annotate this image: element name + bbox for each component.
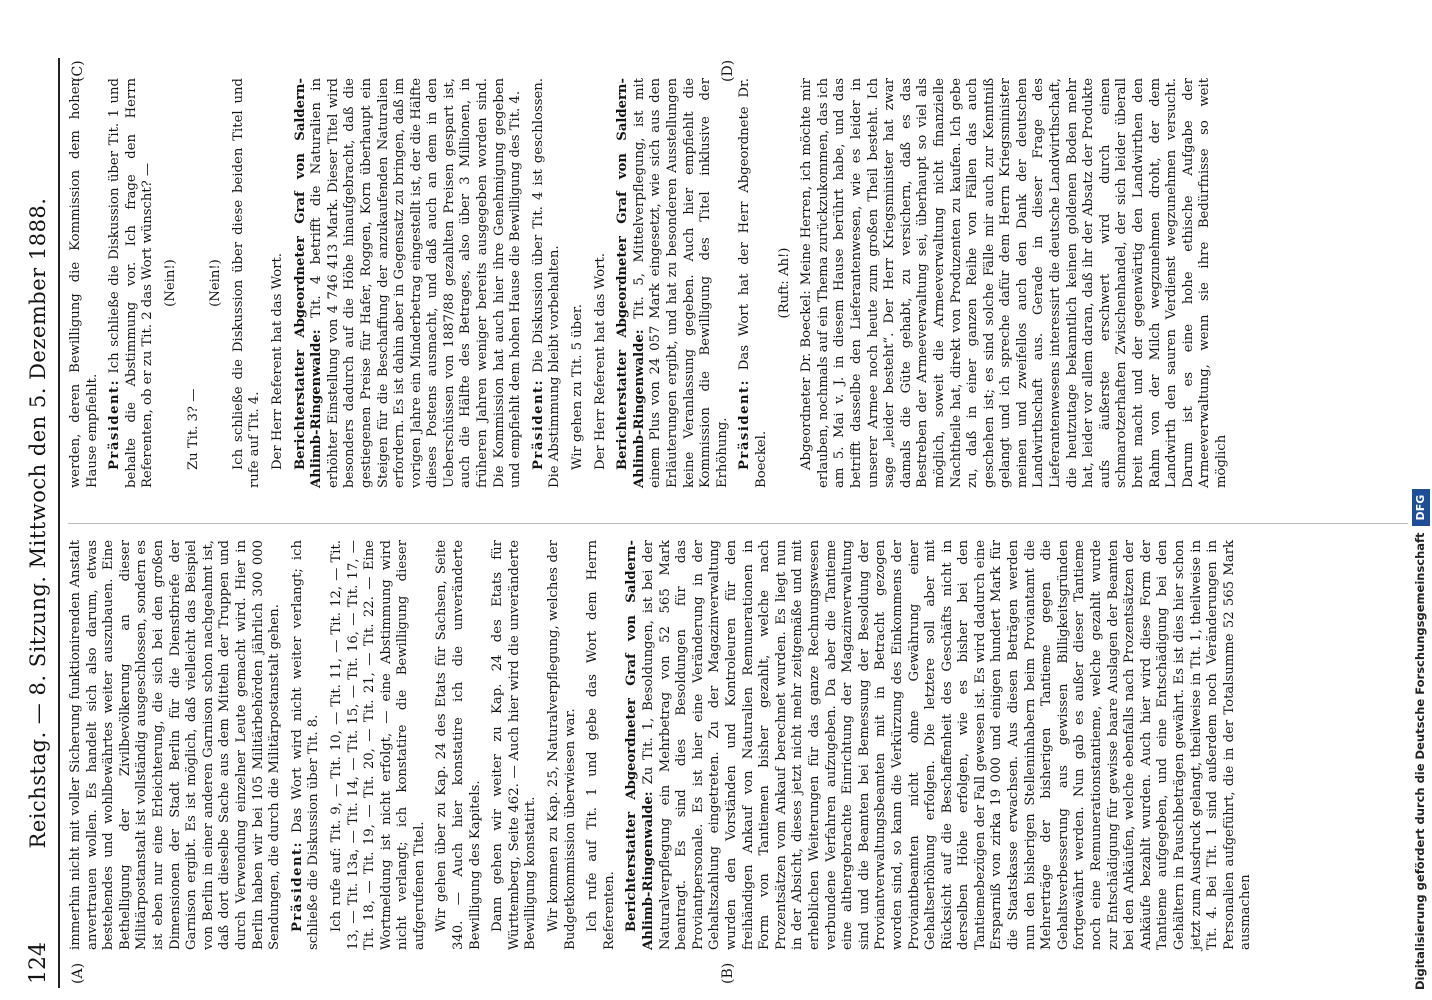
speaker-label: Präsident: xyxy=(530,378,546,470)
paragraph: Wir gehen über zu Kap. 24 des Etats für Sachsen, Seite 340. — Auch hier konstatire ich die unveränderte Bewilligung des Kapitels. xyxy=(434,540,483,950)
paragraph-text: Tit. 5, Mittelverpflegung, ist mit einem Plus von 24 057 Mark eingesetzt, wie sich aus den Erläuterungen ergibt, und hat zu besonderen Ausstellungen keine Veranlassung gegeben. Auch hier empfiehlt die Kommission die Bewilligung des Titel inklusive der Erhöhung. xyxy=(631,78,730,488)
paragraph: Ich schließe die Diskussion über diese beiden Titel und rufe auf Tit. 4. xyxy=(230,78,263,488)
running-title: Reichstag. — 8. Sitzung. Mittwoch den 5. Dezember 1888. xyxy=(26,197,50,849)
paragraph: werden, deren Bewilligung die Kommission dem hohen Hause empfiehlt. xyxy=(68,78,100,488)
paragraph xyxy=(290,540,323,950)
paragraph xyxy=(624,540,1255,950)
margin-letter-a: (A) xyxy=(70,962,86,984)
page-header xyxy=(20,58,60,988)
paragraph xyxy=(107,78,157,488)
paragraph: Wir gehen zu Tit. 5 über. xyxy=(570,304,586,470)
paragraph-text: Meine Herren, ich möchte mir erlauben, nochmals auf ein Thema zurückzukommen, das ich am 5. Mai v. J. in diesem Hause berührt habe, und das betrifft dasselbe den Lieferantenwesen, wie es leider in unserer Armee noch heute zum großen Theil besteht. Ich sage „leider besteht“. Der Herr Kriegsminister hat zwar damals die Güte gehabt, zu versichern, daß es das Bestreben der Armeeverwaltung sei, überhaupt so viel als möglich, soweit die Armeeverwaltung nicht finanzielle Nachtheile hat, direkt von Produzenten zu kaufen. Ich gebe zu, daß in einer ganzen Reihe von Fällen das auch geschehen ist; es sind solche Fälle mir auch zur Kenntniß gelangt und ich spreche dafür dem Herrn Kriegsminister meinen und zweifellos auch den Dank der deutschen Landwirthschaft aus. Gerade in dieser Frage des Lieferantenwesens interessirt die deutsche Landwirthschaft, die heutzutage bekanntlich keinen goldenen Boden mehr hat, leider vor allem daran, daß ihr der Absatz der Produkte aufs äußerste erschwert wird durch einen schmarotzerhaften Zwischenhandel, der sich leider überall breit macht und der gegenwärtig den Landwirthen den Rahm von der Milch wegzunehmen droht, der dem Landwirth den sauren Verdienst wegzunehmen versucht. Darum ist es eine hohe ethische Aufgabe der Armeeverwaltung, wenn sie ihre Bedürfnisse so weit möglich xyxy=(799,78,1229,488)
paragraph xyxy=(799,78,1230,488)
left-column xyxy=(68,540,1261,950)
paragraph-text: Das Wort hat der Herr Abgeordnete Dr. Boeckel. xyxy=(737,78,769,488)
paragraph xyxy=(615,78,731,488)
dfg-logo: DFG xyxy=(1412,489,1430,527)
paragraph: Zu Tit. 3? — xyxy=(185,388,201,470)
paragraph: immerhin nicht mit voller Sicherung funktionirenden Anstalt anvertrauen wollen. Es handelt sich also darum, etwas bestehendes und wohlbewährtes weiter auszubauen. Eine Bethelligung der Zivilbevölkerung an dieser Militärpostanstalt ist vollständig ausgeschlossen, sondern es ist eben nur eine Erleichterung, die sich bei den großen Dimensionen der Stadt Berlin für die Dienstbriefe der Garnison ergibt. Es ist möglich, daß vielleicht das Beispiel von Berlin in einer anderen Garnison schon nachgeahmt ist, daß dort dieselbe Sache aus dem Mitteln der Truppen und durch Verwendung einzelner Leute gemacht wird. Hier in Berlin haben wir bei 105 Militärbehörden jährlich 300 000 Sendungen, die durch die Militärpostanstalt gehen. xyxy=(68,540,283,950)
margin-letter-b: (B) xyxy=(720,962,736,984)
digitization-imprint xyxy=(1404,0,1432,1000)
paragraph: Der Herr Referent hat das Wort. xyxy=(269,253,285,470)
paragraph xyxy=(293,78,525,488)
paragraph-text: Tit. 4 betrifft die Naturalien in erhöhter Einstellung von 4 746 413 Mark. Dieser Titel wird besonders dadurch auf die Höhe hinaufgebracht, daß die gestiegenen Preise für Hafer, Roggen, Korn überhaupt ein Steigen für die Beschaffung der anzukaufenden Naturalien erfordern. Es ist dahin aber in Gegensatz zu bringen, daß im vorigen Jahre ein Minderbetrag eingestellt ist, der die Hälfte dieses Postens ausmacht, und daß auch an dem in den Ueberschüssen von 1887/88 gezahlten Preisen gespart ist, auch die Hälfte des Betrages, also über 3 Millionen, in früheren Jahren weniger bereits ausgegeben worden sind. Die Kommission hat auch hier ihre Genehmigung gegeben und empfiehlt dem hohen Hause die Bewilligung des Tit. 4. xyxy=(309,77,524,488)
margin-letter-c: (C) xyxy=(70,60,86,82)
speaker-label: Präsident: xyxy=(737,378,753,470)
paragraph-text: Die Diskussion über Tit. 4 ist geschlossen. Die Abstimmung bleibt vorbehalten. xyxy=(530,78,563,488)
speaker-label: Präsident: xyxy=(107,378,123,470)
header-rule xyxy=(58,58,60,988)
paragraph-text: Zu Tit. 1, Besoldungen, ist bei der Naturalverpflegung ein Mehrbetrag von 52 565 Mark beantragt. Es sind dies Besoldungen für das Proviantpersonale. Es ist hier eine Veränderung in der Gehaltszahlung eingetreten. Zu der Magazinverwaltung wurden den Vorständen und Kontroleuren für den freihändigen Ankauf von Naturalien Remunerationen in Form von Tantiemen bisher gezahlt, welche nach Prozentsätzen vom Ankauf berechnet wurden. Es liegt nun in der Absicht, dieses jetzt nicht mehr zeitgemäße und mit erheblichen Weiterungen für das ganze Rechnungswesen verbundene Verfahren aufzugeben. Da aber die Tantieme eine althergebrachte Einrichtung der Magazinverwaltung sind und die Beamten bei Bemessung der Besoldung der Proviantverwaltungsbeamten mit in Betracht gezogen worden sind, so kann die Verkürzung des Einkommens der Proviantbeamten nicht ohne Gewährung einer Gehaltserhöhung erfolgen. Die letztere soll aber mit Rücksicht auf die Beschaffenheit des Geschäfts nicht in derselben Höhe erfolgen, wie es bisher bei den Tantiemebezügen der Fall gewesen ist. Es wird dadurch eine Ersparniß von zirka 19 000 und einigen hundert Mark für die Staatskasse erwachsen. Aus diesen Beträgen werden nun den bisherigen Stelleninhabern beim Proviantamt die Mehrerträge der bisherigen Tantieme gegen die Gehaltsverbesserung aus gewissen Billigkeitsgründen fortgewährt werden. Nun gab es außer dieser Tantieme noch eine Remunerationstantieme, welche gezahlt wurde zur Entschädigung für gewisse baare Auslagen der Beamten bei den Ankäufen, welche ebenfalls nach Prozentsätzen der Ankäufe bezahlt wurden. Auch hier wird diese Form der Tantieme aufgegeben, und eine Entschädigung bei den Gehältern in Pauschbeträgen gewährt. Es ist dies hier schon jetzt zum Ausdruck gelangt, theilweise in Tit. 1, theilweise in Tit. 4. Bei Tit. 1 sind außerdem noch Veränderungen in Personalien aufgeführt, die in der Totalsumme 52 565 Mark ausmachen xyxy=(641,540,1254,950)
paragraph xyxy=(737,78,770,488)
speaker-label: Berichterstatter Abgeordneter Graf von Saldern-Ahlimb-Ringenwalde: xyxy=(615,78,647,488)
paragraph: Wir kommen zu Kap. 25, Naturalverpflegung, welches der Budgetkommission überwiesen war. xyxy=(546,540,578,950)
paragraph-text: Das Wort wird nicht weiter verlangt; ich schließe die Diskussion über Tit. 8. xyxy=(289,540,322,950)
paragraph: Dann gehen wir weiter zu Kap. 24 des Etats für Württemberg, Seite 462. — Auch hier wird die unveränderte Bewilligung konstatirt. xyxy=(490,540,539,950)
speaker-label: Berichterstatter Abgeordneter Graf von Saldern-Ahlimb-Ringenwalde: xyxy=(624,540,656,950)
imprint-text-band xyxy=(1406,0,1432,1000)
column-divider xyxy=(68,523,1408,524)
paragraph: Der Herr Referent hat das Wort. xyxy=(592,253,608,470)
margin-letter-d: (D) xyxy=(720,59,736,82)
paragraph-text: Ich schließe die Diskussion über Tit. 1 und behalte die Abstimmung vor. Ich frage den Herrn Referenten, ob er zu Tit. 2 das Wort wünscht? — xyxy=(107,78,156,488)
rotated-document-page xyxy=(20,58,1420,988)
interjection: (Nein!) xyxy=(208,259,224,307)
speaker-label: Abgeordneter Dr. Boeckel: xyxy=(799,290,815,470)
paragraph xyxy=(531,78,564,488)
interjection: (Nein!) xyxy=(162,259,178,307)
paragraph: Ich rufe auf: Tit. 9, — Tit. 10, — Tit. 11, — Tit. 12, — Tit. 13, — Tit. 13a, — Tit. 14, — Tit. 15, — Tit. 16, — Tit. 17, — Tit. 18, — Tit. 19, — Tit. 20, — Tit. 21, — Tit. 22. — Eine Wortmeldung ist nicht erfolgt, — eine Abstimmung wird nicht verlangt; ich konstatire die Bewilligung dieser aufgerufenen Titel. xyxy=(328,540,427,950)
paragraph: Ich rufe auf Tit. 1 und gebe das Wort dem Herrn Referenten. xyxy=(585,540,617,950)
imprint-text: Digitalisierung gefördert durch die Deutsche Forschungsgemeinschaft xyxy=(1413,532,1427,990)
speaker-label: Berichterstatter Abgeordneter Graf von Saldern-Ahlimb-Ringenwalde: xyxy=(292,78,325,488)
right-column xyxy=(68,78,1237,488)
speaker-label: Präsident: xyxy=(289,840,305,932)
page-number: 124 xyxy=(26,942,51,984)
interjection: (Ruft: Ah!) xyxy=(776,247,792,319)
